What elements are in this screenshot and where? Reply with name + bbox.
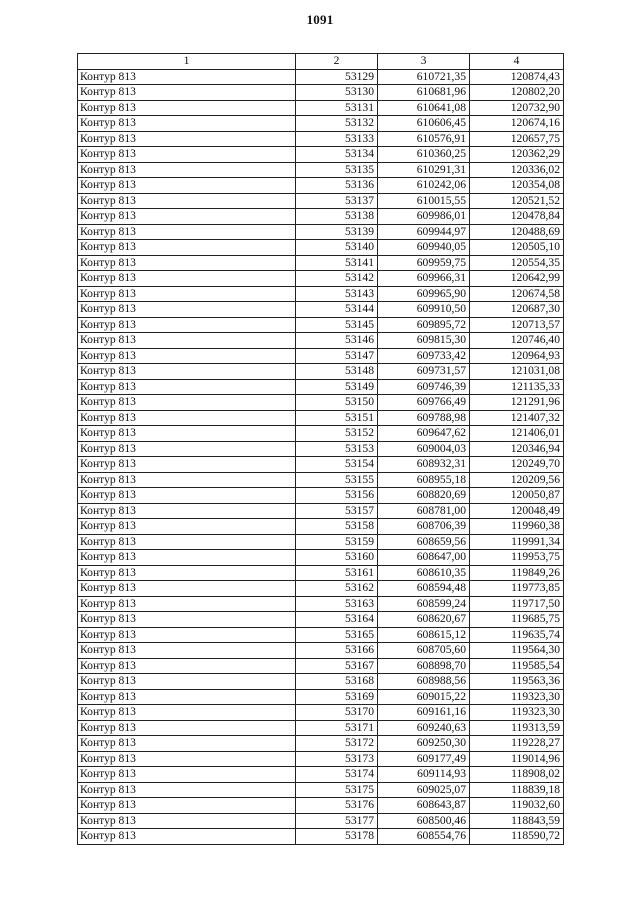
contour-name-cell: Контур 813 <box>78 364 296 380</box>
y-coordinate-cell: 120964,93 <box>470 348 564 364</box>
x-coordinate-cell: 608659,56 <box>378 534 470 550</box>
x-coordinate-cell: 609025,07 <box>378 782 470 798</box>
contour-name-cell: Контур 813 <box>78 767 296 783</box>
contour-name-cell: Контур 813 <box>78 581 296 597</box>
x-coordinate-cell: 609161,16 <box>378 705 470 721</box>
coordinates-table <box>77 53 564 845</box>
table-row <box>78 736 564 752</box>
x-coordinate-cell: 608820,69 <box>378 488 470 504</box>
x-coordinate-cell: 608647,00 <box>378 550 470 566</box>
point-number-cell: 53164 <box>296 612 378 628</box>
y-coordinate-cell: 119960,38 <box>470 519 564 535</box>
contour-name-cell: Контур 813 <box>78 379 296 395</box>
point-number-cell: 53155 <box>296 472 378 488</box>
contour-name-cell: Контур 813 <box>78 162 296 178</box>
contour-name-cell: Контур 813 <box>78 224 296 240</box>
point-number-cell: 53130 <box>296 85 378 101</box>
table-row <box>78 286 564 302</box>
point-number-cell: 53158 <box>296 519 378 535</box>
contour-name-cell: Контур 813 <box>78 131 296 147</box>
contour-name-cell: Контур 813 <box>78 720 296 736</box>
y-coordinate-cell: 120713,57 <box>470 317 564 333</box>
x-coordinate-cell: 609766,49 <box>378 395 470 411</box>
table-row <box>78 581 564 597</box>
contour-name-cell: Контур 813 <box>78 410 296 426</box>
y-coordinate-cell: 120687,30 <box>470 302 564 318</box>
table-row <box>78 317 564 333</box>
contour-name-cell: Контур 813 <box>78 178 296 194</box>
point-number-cell: 53142 <box>296 271 378 287</box>
x-coordinate-cell: 609815,30 <box>378 333 470 349</box>
y-coordinate-cell: 120488,69 <box>470 224 564 240</box>
table-row <box>78 162 564 178</box>
contour-name-cell: Контур 813 <box>78 705 296 721</box>
contour-name-cell: Контур 813 <box>78 255 296 271</box>
table-row <box>78 798 564 814</box>
page-number: 1091 <box>306 12 334 27</box>
contour-name-cell: Контур 813 <box>78 457 296 473</box>
y-coordinate-cell: 119773,85 <box>470 581 564 597</box>
contour-name-cell: Контур 813 <box>78 147 296 163</box>
column-header-2: 2 <box>296 54 378 70</box>
y-coordinate-cell: 119032,60 <box>470 798 564 814</box>
table-row <box>78 720 564 736</box>
y-coordinate-cell: 119563,36 <box>470 674 564 690</box>
table-row <box>78 193 564 209</box>
contour-name-cell: Контур 813 <box>78 100 296 116</box>
contour-name-cell: Контур 813 <box>78 240 296 256</box>
point-number-cell: 53141 <box>296 255 378 271</box>
table-row <box>78 565 564 581</box>
x-coordinate-cell: 609250,30 <box>378 736 470 752</box>
x-coordinate-cell: 608594,48 <box>378 581 470 597</box>
table-row <box>78 782 564 798</box>
y-coordinate-cell: 120354,08 <box>470 178 564 194</box>
contour-name-cell: Контур 813 <box>78 751 296 767</box>
x-coordinate-cell: 609944,97 <box>378 224 470 240</box>
point-number-cell: 53174 <box>296 767 378 783</box>
contour-name-cell: Контур 813 <box>78 627 296 643</box>
table-row <box>78 85 564 101</box>
point-number-cell: 53129 <box>296 69 378 85</box>
point-number-cell: 53163 <box>296 596 378 612</box>
table-row <box>78 457 564 473</box>
point-number-cell: 53151 <box>296 410 378 426</box>
table-row <box>78 348 564 364</box>
point-number-cell: 53153 <box>296 441 378 457</box>
x-coordinate-cell: 608615,12 <box>378 627 470 643</box>
y-coordinate-cell: 120249,70 <box>470 457 564 473</box>
contour-name-cell: Контур 813 <box>78 395 296 411</box>
x-coordinate-cell: 609647,62 <box>378 426 470 442</box>
point-number-cell: 53135 <box>296 162 378 178</box>
contour-name-cell: Контур 813 <box>78 658 296 674</box>
table-row <box>78 147 564 163</box>
table-row <box>78 240 564 256</box>
x-coordinate-cell: 610681,96 <box>378 85 470 101</box>
contour-name-cell: Контур 813 <box>78 271 296 287</box>
contour-name-cell: Контур 813 <box>78 550 296 566</box>
y-coordinate-cell: 119685,75 <box>470 612 564 628</box>
table-row <box>78 488 564 504</box>
point-number-cell: 53132 <box>296 116 378 132</box>
x-coordinate-cell: 608988,56 <box>378 674 470 690</box>
contour-name-cell: Контур 813 <box>78 472 296 488</box>
contour-name-cell: Контур 813 <box>78 643 296 659</box>
contour-name-cell: Контур 813 <box>78 333 296 349</box>
point-number-cell: 53161 <box>296 565 378 581</box>
table-row <box>78 658 564 674</box>
contour-name-cell: Контур 813 <box>78 519 296 535</box>
point-number-cell: 53159 <box>296 534 378 550</box>
point-number-cell: 53150 <box>296 395 378 411</box>
y-coordinate-cell: 119717,50 <box>470 596 564 612</box>
y-coordinate-cell: 118843,59 <box>470 813 564 829</box>
point-number-cell: 53172 <box>296 736 378 752</box>
table-row <box>78 224 564 240</box>
point-number-cell: 53137 <box>296 193 378 209</box>
point-number-cell: 53168 <box>296 674 378 690</box>
y-coordinate-cell: 120346,94 <box>470 441 564 457</box>
y-coordinate-cell: 120746,40 <box>470 333 564 349</box>
x-coordinate-cell: 608705,60 <box>378 643 470 659</box>
contour-name-cell: Контур 813 <box>78 798 296 814</box>
y-coordinate-cell: 120336,02 <box>470 162 564 178</box>
y-coordinate-cell: 120362,29 <box>470 147 564 163</box>
contour-name-cell: Контур 813 <box>78 209 296 225</box>
y-coordinate-cell: 119323,30 <box>470 705 564 721</box>
y-coordinate-cell: 120554,35 <box>470 255 564 271</box>
x-coordinate-cell: 608643,87 <box>378 798 470 814</box>
column-header-1: 1 <box>78 54 296 70</box>
point-number-cell: 53167 <box>296 658 378 674</box>
x-coordinate-cell: 608955,18 <box>378 472 470 488</box>
contour-name-cell: Контур 813 <box>78 596 296 612</box>
table-row <box>78 643 564 659</box>
contour-name-cell: Контур 813 <box>78 534 296 550</box>
x-coordinate-cell: 609986,01 <box>378 209 470 225</box>
table-row <box>78 364 564 380</box>
x-coordinate-cell: 609177,49 <box>378 751 470 767</box>
point-number-cell: 53156 <box>296 488 378 504</box>
contour-name-cell: Контур 813 <box>78 193 296 209</box>
y-coordinate-cell: 120505,10 <box>470 240 564 256</box>
contour-name-cell: Контур 813 <box>78 116 296 132</box>
table-row <box>78 689 564 705</box>
x-coordinate-cell: 609788,98 <box>378 410 470 426</box>
y-coordinate-cell: 119228,27 <box>470 736 564 752</box>
x-coordinate-cell: 610015,55 <box>378 193 470 209</box>
contour-name-cell: Контур 813 <box>78 813 296 829</box>
x-coordinate-cell: 608610,35 <box>378 565 470 581</box>
point-number-cell: 53146 <box>296 333 378 349</box>
point-number-cell: 53149 <box>296 379 378 395</box>
x-coordinate-cell: 608706,39 <box>378 519 470 535</box>
x-coordinate-cell: 608500,46 <box>378 813 470 829</box>
x-coordinate-cell: 609015,22 <box>378 689 470 705</box>
table-row <box>78 503 564 519</box>
point-number-cell: 53134 <box>296 147 378 163</box>
table-row <box>78 534 564 550</box>
point-number-cell: 53145 <box>296 317 378 333</box>
x-coordinate-cell: 609240,63 <box>378 720 470 736</box>
table-row <box>78 472 564 488</box>
contour-name-cell: Контур 813 <box>78 317 296 333</box>
point-number-cell: 53136 <box>296 178 378 194</box>
x-coordinate-cell: 610576,91 <box>378 131 470 147</box>
point-number-cell: 53133 <box>296 131 378 147</box>
y-coordinate-cell: 120521,52 <box>470 193 564 209</box>
x-coordinate-cell: 610360,25 <box>378 147 470 163</box>
point-number-cell: 53177 <box>296 813 378 829</box>
x-coordinate-cell: 610606,45 <box>378 116 470 132</box>
contour-name-cell: Контур 813 <box>78 565 296 581</box>
x-coordinate-cell: 609746,39 <box>378 379 470 395</box>
y-coordinate-cell: 120050,87 <box>470 488 564 504</box>
table-row <box>78 178 564 194</box>
table-row <box>78 302 564 318</box>
y-coordinate-cell: 120209,56 <box>470 472 564 488</box>
header-row <box>78 54 564 70</box>
x-coordinate-cell: 608620,67 <box>378 612 470 628</box>
table-row <box>78 550 564 566</box>
point-number-cell: 53166 <box>296 643 378 659</box>
y-coordinate-cell: 120802,20 <box>470 85 564 101</box>
contour-name-cell: Контур 813 <box>78 426 296 442</box>
x-coordinate-cell: 609731,57 <box>378 364 470 380</box>
contour-name-cell: Контур 813 <box>78 829 296 845</box>
table-row <box>78 100 564 116</box>
table-row <box>78 255 564 271</box>
point-number-cell: 53131 <box>296 100 378 116</box>
x-coordinate-cell: 610721,35 <box>378 69 470 85</box>
y-coordinate-cell: 119323,30 <box>470 689 564 705</box>
point-number-cell: 53138 <box>296 209 378 225</box>
point-number-cell: 53169 <box>296 689 378 705</box>
contour-name-cell: Контур 813 <box>78 85 296 101</box>
table-row <box>78 767 564 783</box>
x-coordinate-cell: 610641,08 <box>378 100 470 116</box>
x-coordinate-cell: 609959,75 <box>378 255 470 271</box>
table-row <box>78 271 564 287</box>
contour-name-cell: Контур 813 <box>78 286 296 302</box>
y-coordinate-cell: 119313,59 <box>470 720 564 736</box>
table-row <box>78 596 564 612</box>
x-coordinate-cell: 609895,72 <box>378 317 470 333</box>
table-row <box>78 705 564 721</box>
point-number-cell: 53171 <box>296 720 378 736</box>
table-row <box>78 116 564 132</box>
point-number-cell: 53152 <box>296 426 378 442</box>
y-coordinate-cell: 121291,96 <box>470 395 564 411</box>
y-coordinate-cell: 121135,33 <box>470 379 564 395</box>
y-coordinate-cell: 121407,32 <box>470 410 564 426</box>
point-number-cell: 53165 <box>296 627 378 643</box>
point-number-cell: 53144 <box>296 302 378 318</box>
table-row <box>78 612 564 628</box>
y-coordinate-cell: 120732,90 <box>470 100 564 116</box>
y-coordinate-cell: 118908,02 <box>470 767 564 783</box>
y-coordinate-cell: 119585,54 <box>470 658 564 674</box>
x-coordinate-cell: 610242,06 <box>378 178 470 194</box>
y-coordinate-cell: 119849,26 <box>470 565 564 581</box>
y-coordinate-cell: 119991,34 <box>470 534 564 550</box>
contour-name-cell: Контур 813 <box>78 302 296 318</box>
point-number-cell: 53162 <box>296 581 378 597</box>
point-number-cell: 53147 <box>296 348 378 364</box>
x-coordinate-cell: 609965,90 <box>378 286 470 302</box>
table-body <box>78 69 564 844</box>
x-coordinate-cell: 608932,31 <box>378 457 470 473</box>
x-coordinate-cell: 608898,70 <box>378 658 470 674</box>
column-header-3: 3 <box>378 54 470 70</box>
y-coordinate-cell: 118590,72 <box>470 829 564 845</box>
contour-name-cell: Контур 813 <box>78 689 296 705</box>
table-row <box>78 441 564 457</box>
table-row <box>78 131 564 147</box>
x-coordinate-cell: 609940,05 <box>378 240 470 256</box>
x-coordinate-cell: 609114,93 <box>378 767 470 783</box>
y-coordinate-cell: 120657,75 <box>470 131 564 147</box>
x-coordinate-cell: 608781,00 <box>378 503 470 519</box>
y-coordinate-cell: 120048,49 <box>470 503 564 519</box>
point-number-cell: 53160 <box>296 550 378 566</box>
y-coordinate-cell: 120642,99 <box>470 271 564 287</box>
x-coordinate-cell: 609733,42 <box>378 348 470 364</box>
contour-name-cell: Контур 813 <box>78 488 296 504</box>
contour-name-cell: Контур 813 <box>78 441 296 457</box>
y-coordinate-cell: 119953,75 <box>470 550 564 566</box>
x-coordinate-cell: 608554,76 <box>378 829 470 845</box>
contour-name-cell: Контур 813 <box>78 503 296 519</box>
y-coordinate-cell: 121031,08 <box>470 364 564 380</box>
contour-name-cell: Контур 813 <box>78 612 296 628</box>
point-number-cell: 53173 <box>296 751 378 767</box>
x-coordinate-cell: 609966,31 <box>378 271 470 287</box>
table-row <box>78 751 564 767</box>
contour-name-cell: Контур 813 <box>78 674 296 690</box>
table-header <box>78 54 564 70</box>
point-number-cell: 53175 <box>296 782 378 798</box>
point-number-cell: 53139 <box>296 224 378 240</box>
table-row <box>78 426 564 442</box>
table-row <box>78 813 564 829</box>
x-coordinate-cell: 610291,31 <box>378 162 470 178</box>
x-coordinate-cell: 608599,24 <box>378 596 470 612</box>
point-number-cell: 53154 <box>296 457 378 473</box>
point-number-cell: 53143 <box>296 286 378 302</box>
y-coordinate-cell: 120674,58 <box>470 286 564 302</box>
point-number-cell: 53157 <box>296 503 378 519</box>
contour-name-cell: Контур 813 <box>78 736 296 752</box>
table-row <box>78 829 564 845</box>
table-row <box>78 674 564 690</box>
y-coordinate-cell: 119635,74 <box>470 627 564 643</box>
point-number-cell: 53170 <box>296 705 378 721</box>
y-coordinate-cell: 119564,30 <box>470 643 564 659</box>
contour-name-cell: Контур 813 <box>78 348 296 364</box>
table-row <box>78 410 564 426</box>
column-header-4: 4 <box>470 54 564 70</box>
x-coordinate-cell: 609004,03 <box>378 441 470 457</box>
table-row <box>78 395 564 411</box>
table-row <box>78 379 564 395</box>
x-coordinate-cell: 609910,50 <box>378 302 470 318</box>
point-number-cell: 53176 <box>296 798 378 814</box>
contour-name-cell: Контур 813 <box>78 782 296 798</box>
y-coordinate-cell: 120874,43 <box>470 69 564 85</box>
contour-name-cell: Контур 813 <box>78 69 296 85</box>
table-row <box>78 627 564 643</box>
y-coordinate-cell: 120674,16 <box>470 116 564 132</box>
point-number-cell: 53148 <box>296 364 378 380</box>
y-coordinate-cell: 121406,01 <box>470 426 564 442</box>
y-coordinate-cell: 118839,18 <box>470 782 564 798</box>
table-row <box>78 333 564 349</box>
y-coordinate-cell: 119014,96 <box>470 751 564 767</box>
table-row <box>78 519 564 535</box>
table-row <box>78 209 564 225</box>
point-number-cell: 53178 <box>296 829 378 845</box>
table-row <box>78 69 564 85</box>
y-coordinate-cell: 120478,84 <box>470 209 564 225</box>
point-number-cell: 53140 <box>296 240 378 256</box>
